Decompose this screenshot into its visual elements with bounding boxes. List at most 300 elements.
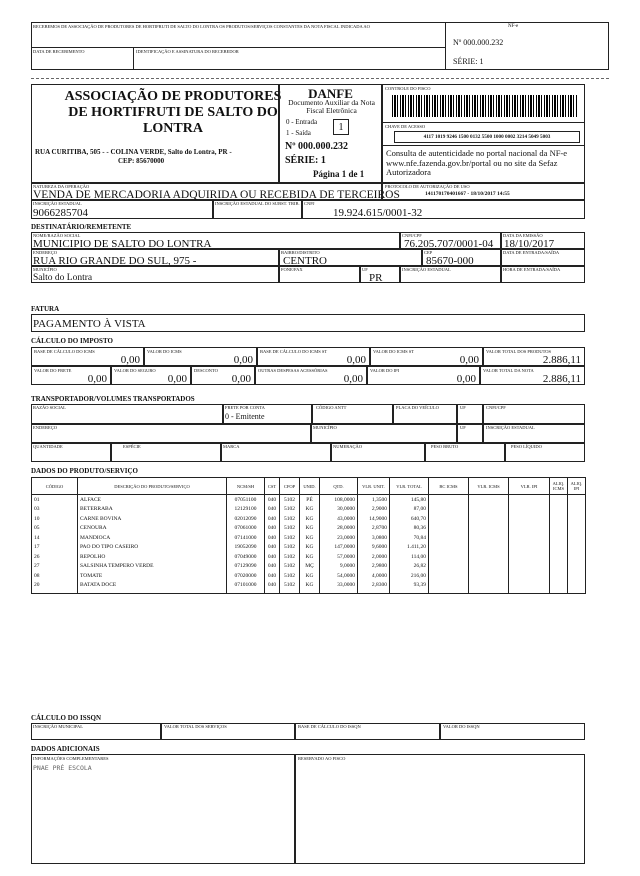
- transp-cnpj-label: CNPJ/CPF: [486, 405, 506, 410]
- canhoto-nfe-label: NF-e: [508, 24, 519, 29]
- table-cell: [568, 571, 586, 581]
- imposto-label: DESCONTO: [194, 368, 218, 373]
- table-cell: ALFACE: [78, 495, 227, 505]
- table-cell: 1,3500: [358, 495, 390, 505]
- table-row: [32, 505, 586, 515]
- table-cell: [429, 552, 469, 562]
- transp-placa-label: PLACA DO VEÍCULO: [396, 405, 439, 410]
- table-cell: 19052090: [227, 543, 265, 553]
- table-cell: 145,80: [390, 495, 429, 505]
- table-cell: 14,9000: [358, 514, 390, 524]
- ie-valor: 9066285704: [33, 207, 88, 219]
- table-cell: [429, 524, 469, 534]
- transp-uf2-label: UF: [460, 425, 466, 430]
- chave-acesso: 4117 1019 9246 1500 0132 5500 1000 0002 3214 5049 5003: [394, 131, 580, 143]
- table-cell: [469, 524, 509, 534]
- dest-hora-label: HORA DE ENTRADA/SAÍDA: [503, 267, 561, 272]
- table-row: [32, 514, 586, 524]
- dest-emissao-label: DATA DA EMISSÃO: [503, 233, 543, 238]
- table-cell: [550, 543, 568, 553]
- transp-frete: 0 - Emitente: [225, 412, 265, 421]
- table-cell: 5102: [280, 505, 300, 515]
- table-cell: [509, 533, 550, 543]
- info-complementares: PNAE PRÉ ESCOLA: [33, 764, 92, 772]
- table-cell: [550, 552, 568, 562]
- imposto-value: 0,00: [167, 373, 187, 385]
- dest-bairro: CENTRO: [283, 255, 327, 267]
- produtos-table: [31, 477, 586, 594]
- imposto-value: 0,00: [343, 373, 363, 385]
- danfe-pagina: Página 1 de 1: [313, 169, 365, 179]
- protocolo-valor: 141170170401667 - 18/10/2017 14:55: [425, 191, 510, 197]
- table-cell: 54,0000: [320, 571, 358, 581]
- table-cell: [469, 552, 509, 562]
- danfe-numero: Nº 000.000.232: [285, 141, 349, 152]
- issqn-total-label: VALOR TOTAL DOS SERVIÇOS: [164, 724, 227, 729]
- dest-fone-label: FONE/FAX: [281, 267, 303, 272]
- table-cell: KG: [300, 543, 320, 553]
- table-cell: [300, 590, 320, 594]
- table-cell: 23,0000: [320, 533, 358, 543]
- table-cell: 9,6000: [358, 543, 390, 553]
- table-cell: 28,0000: [320, 524, 358, 534]
- protocolo-label: PROTOCOLO DE AUTORIZAÇÃO DE USO: [385, 184, 470, 189]
- produtos-section: DADOS DO PRODUTO/SERVIÇO: [31, 467, 138, 475]
- table-cell: 640,70: [390, 514, 429, 524]
- dest-uf: PR: [369, 272, 383, 284]
- imposto-cell: [191, 366, 255, 385]
- table-cell: [429, 543, 469, 553]
- table-cell: [227, 590, 265, 594]
- transp-numeracao-label: NUMERAÇÃO: [333, 444, 363, 449]
- table-cell: 07101000: [227, 581, 265, 591]
- table-cell: 87,00: [390, 505, 429, 515]
- danfe-title: DANFE: [308, 86, 353, 101]
- table-cell: [550, 495, 568, 505]
- reservado-fisco-label: RESERVADO AO FISCO: [298, 756, 346, 761]
- imposto-value: 2.886,11: [542, 354, 581, 366]
- canhoto-numero: Nº 000.000.232: [453, 38, 504, 47]
- column-header: VLR. TOTAL: [390, 478, 429, 495]
- table-cell: MANDIOCA: [78, 533, 227, 543]
- table-cell: [509, 505, 550, 515]
- table-cell: [429, 495, 469, 505]
- imposto-label: VALOR DO IPI: [370, 368, 400, 373]
- table-cell: 10: [32, 514, 78, 524]
- imposto-label: BASE DE CÁLCULO DO ICMS ST: [260, 349, 328, 354]
- table-cell: 5102: [280, 543, 300, 553]
- table-cell: 040: [265, 562, 280, 572]
- dest-municipio-label: MUNICÍPIO: [33, 267, 57, 272]
- table-cell: CARNE BOVINA: [78, 514, 227, 524]
- table-cell: 07129090: [227, 562, 265, 572]
- table-cell: 5102: [280, 533, 300, 543]
- table-cell: 040: [265, 552, 280, 562]
- imposto-cell: [480, 366, 585, 385]
- imposto-cell: [257, 347, 370, 366]
- table-cell: 1.411,20: [390, 543, 429, 553]
- table-cell: [429, 590, 469, 594]
- table-cell: 07020000: [227, 571, 265, 581]
- column-header: DESCRIÇÃO DO PRODUTO/SERVIÇO: [78, 478, 227, 495]
- table-cell: 07141000: [227, 533, 265, 543]
- table-cell: [509, 543, 550, 553]
- table-cell: 07061000: [227, 524, 265, 534]
- imposto-cell: [31, 347, 144, 366]
- dest-nome-label: NOME/RAZÃO SOCIAL: [33, 233, 81, 238]
- column-header: CÓDIGO: [32, 478, 78, 495]
- table-cell: [469, 581, 509, 591]
- table-cell: [429, 514, 469, 524]
- imposto-label: VALOR DO FRETE: [34, 368, 72, 373]
- table-cell: [32, 590, 78, 594]
- table-cell: 040: [265, 571, 280, 581]
- table-cell: [429, 571, 469, 581]
- table-cell: [358, 590, 390, 594]
- table-cell: KG: [300, 533, 320, 543]
- table-cell: [469, 543, 509, 553]
- imposto-cell: [255, 366, 367, 385]
- table-cell: [469, 571, 509, 581]
- table-cell: [509, 524, 550, 534]
- column-header: UNID.: [300, 478, 320, 495]
- table-cell: BATATA DOCE: [78, 581, 227, 591]
- table-cell: 3,0800: [358, 533, 390, 543]
- imposto-cell: [370, 347, 483, 366]
- table-cell: KG: [300, 524, 320, 534]
- table-cell: KG: [300, 552, 320, 562]
- table-cell: 5102: [280, 562, 300, 572]
- issqn-valor-label: VALOR DO ISSQN: [443, 724, 480, 729]
- table-cell: [568, 543, 586, 553]
- fatura-section: FATURA: [31, 305, 60, 313]
- table-cell: 9,0000: [320, 562, 358, 572]
- transp-antt-label: CÓDIGO ANTT: [316, 405, 347, 410]
- issqn-inscricao-label: INSCRIÇÃO MUNICIPAL: [33, 724, 83, 729]
- emitente-cep: CEP: 85670000: [118, 157, 165, 165]
- imposto-label: VALOR TOTAL DOS PRODUTOS: [486, 349, 552, 354]
- table-cell: [550, 533, 568, 543]
- table-cell: SALSINHA TEMPERO VERDE: [78, 562, 227, 572]
- table-cell: [469, 533, 509, 543]
- danfe-subtitle: Documento Auxiliar da Nota Fiscal Eletrônica: [288, 98, 375, 115]
- transportador-section: TRANSPORTADOR/VOLUMES TRANSPORTADOS: [31, 395, 195, 403]
- table-cell: 30,0000: [320, 505, 358, 515]
- imposto-value: 2.886,11: [542, 373, 581, 385]
- table-row: [32, 524, 586, 534]
- table-cell: [568, 552, 586, 562]
- column-header: QTD.: [320, 478, 358, 495]
- table-cell: 07051100: [227, 495, 265, 505]
- table-cell: [550, 581, 568, 591]
- table-cell: CENOURA: [78, 524, 227, 534]
- transp-municipio-label: MUNICÍPIO: [313, 425, 337, 430]
- table-cell: [78, 590, 227, 594]
- table-cell: [509, 514, 550, 524]
- imposto-cell: [111, 366, 191, 385]
- info-complementares-label: INFORMAÇÕES COMPLEMENTARES: [33, 756, 109, 761]
- table-cell: 93,39: [390, 581, 429, 591]
- dest-cep: 85670-000: [426, 255, 474, 267]
- table-cell: [469, 514, 509, 524]
- table-cell: [568, 514, 586, 524]
- table-cell: BETERRABA: [78, 505, 227, 515]
- transp-qtd-label: QUANTIDADE: [33, 444, 63, 449]
- table-cell: [568, 524, 586, 534]
- table-row: [32, 552, 586, 562]
- table-cell: [469, 562, 509, 572]
- table-cell: 80,36: [390, 524, 429, 534]
- table-cell: TOMATE: [78, 571, 227, 581]
- table-cell: 01: [32, 495, 78, 505]
- cnpj-valor: 19.924.615/0001-32: [333, 207, 423, 219]
- dest-emissao: 18/10/2017: [504, 238, 555, 250]
- transp-peso-liquido-label: PESO LÍQUIDO: [511, 444, 542, 449]
- fatura-valor: PAGAMENTO À VISTA: [33, 318, 146, 330]
- column-header: CST: [265, 478, 280, 495]
- column-header: VLR. UNIT.: [358, 478, 390, 495]
- imposto-label: VALOR DO ICMS: [147, 349, 182, 354]
- table-cell: 27: [32, 562, 78, 572]
- table-cell: [568, 533, 586, 543]
- transp-especie-label: ESPÉCIE: [123, 444, 141, 449]
- issqn-section: CÁLCULO DO ISSQN: [31, 714, 102, 722]
- column-header: BC ICMS: [429, 478, 469, 495]
- canhoto-serie: SÉRIE: 1: [453, 57, 484, 66]
- table-cell: 5102: [280, 552, 300, 562]
- table-cell: 2,8300: [358, 581, 390, 591]
- transp-uf-label: UF: [460, 405, 466, 410]
- transp-marca-label: MARCA: [223, 444, 240, 449]
- table-row: [32, 533, 586, 543]
- imposto-cell: [367, 366, 480, 385]
- dest-municipio: Salto do Lontra: [33, 273, 93, 283]
- column-header: NCM/SH: [227, 478, 265, 495]
- table-cell: [550, 590, 568, 594]
- table-cell: 12129100: [227, 505, 265, 515]
- table-row-empty: [32, 590, 586, 594]
- table-cell: KG: [300, 581, 320, 591]
- column-header: VLR. IPI: [509, 478, 550, 495]
- canhoto-recebemos: RECEBEMOS DE ASSOCIAÇÃO DE PRODUTORES DE HORTIFRUTI DE SALTO DO LONTRA OS PRODUTOS/SERVIÇOS CONSTANTES DA NOTA FISCAL INDICADA AO: [33, 24, 370, 29]
- controle-fisco-label: CONTROLE DO FISCO: [385, 86, 431, 91]
- table-cell: 040: [265, 514, 280, 524]
- canhoto: [31, 22, 609, 70]
- consulta-text: Consulta de autenticidade no portal nacional da NF-e www.nfe.fazenda.gov.br/portal ou no site da Sefaz Autorizadora: [386, 148, 568, 177]
- transp-razao-label: RAZÃO SOCIAL: [33, 405, 66, 410]
- table-cell: KG: [300, 571, 320, 581]
- danfe-serie: SÉRIE: 1: [285, 155, 326, 166]
- table-cell: [469, 495, 509, 505]
- table-cell: KG: [300, 505, 320, 515]
- table-cell: 108,0000: [320, 495, 358, 505]
- table-cell: 14: [32, 533, 78, 543]
- table-cell: 040: [265, 533, 280, 543]
- table-cell: [429, 533, 469, 543]
- table-cell: 5102: [280, 495, 300, 505]
- destinatario-section: DESTINATÁRIO/REMETENTE: [31, 223, 132, 231]
- dest-entrada-saida-label: DATA DE ENTRADA/SAÍDA: [503, 250, 560, 255]
- transp-peso-bruto-label: PESO BRUTO: [431, 444, 459, 449]
- table-cell: 040: [265, 524, 280, 534]
- table-cell: [509, 590, 550, 594]
- produtos-header-row: [32, 478, 586, 495]
- natureza-valor: VENDA DE MERCADORIA ADQUIRIDA OU RECEBIDA DE TERCEIROS: [33, 189, 400, 201]
- table-cell: [429, 562, 469, 572]
- table-cell: PAO DO TIPO CASEIRO: [78, 543, 227, 553]
- table-cell: 4,0000: [358, 571, 390, 581]
- table-cell: 5102: [280, 524, 300, 534]
- imposto-value: 0,00: [233, 354, 253, 366]
- issqn-base-label: BASE DE CÁLCULO DO ISSQN: [298, 724, 361, 729]
- table-cell: 20: [32, 581, 78, 591]
- table-cell: [429, 505, 469, 515]
- table-cell: 07049000: [227, 552, 265, 562]
- produtos-body: [32, 495, 586, 594]
- imposto-cell: [483, 347, 585, 366]
- adicionais-section: DADOS ADICIONAIS: [31, 745, 100, 753]
- table-cell: [568, 581, 586, 591]
- table-cell: 040: [265, 505, 280, 515]
- table-cell: 114,00: [390, 552, 429, 562]
- imposto-value: 0,00: [87, 373, 107, 385]
- imposto-value: 0,00: [456, 373, 476, 385]
- imposto-value: 0,00: [120, 354, 140, 366]
- table-cell: [550, 571, 568, 581]
- table-cell: 147,0000: [320, 543, 358, 553]
- table-cell: [509, 552, 550, 562]
- emitente-nome: ASSOCIAÇÃO DE PRODUTORES DE HORTIFRUTI DE SALTO DO LONTRA: [64, 89, 282, 136]
- chave-label: CHAVE DE ACESSO: [385, 124, 426, 129]
- table-cell: [550, 505, 568, 515]
- imposto-value: 0,00: [231, 373, 251, 385]
- table-cell: [429, 581, 469, 591]
- column-header: CFOP: [280, 478, 300, 495]
- table-cell: [469, 590, 509, 594]
- table-cell: [568, 505, 586, 515]
- imposto-label: BASE DE CÁLCULO DO ICMS: [34, 349, 95, 354]
- table-cell: 26,82: [390, 562, 429, 572]
- imposto-label: VALOR DO SEGURO: [114, 368, 156, 373]
- table-cell: 2,9800: [358, 562, 390, 572]
- dest-uf-label: UF: [362, 267, 368, 272]
- cut-line: [31, 78, 609, 79]
- table-cell: MÇ: [300, 562, 320, 572]
- column-header: VLR. ICMS: [469, 478, 509, 495]
- table-cell: 17: [32, 543, 78, 553]
- table-row: [32, 571, 586, 581]
- table-cell: 43,0000: [320, 514, 358, 524]
- table-cell: [265, 590, 280, 594]
- imposto-label: VALOR DO ICMS ST: [373, 349, 415, 354]
- data-recebimento-label: DATA DE RECEBIMENTO: [33, 49, 85, 54]
- table-row: [32, 562, 586, 572]
- table-cell: 040: [265, 581, 280, 591]
- danfe-saida: 1 - Saída: [286, 129, 311, 137]
- dest-ie-label: INSCRIÇÃO ESTADUAL: [402, 267, 451, 272]
- table-cell: [550, 514, 568, 524]
- transp-ie-label: INSCRIÇÃO ESTADUAL: [486, 425, 535, 430]
- identificacao-label: IDENTIFICAÇÃO E ASSINATURA DO RECEBEDOR: [136, 49, 239, 54]
- table-cell: [550, 562, 568, 572]
- table-cell: 33,0000: [320, 581, 358, 591]
- table-cell: 02012090: [227, 514, 265, 524]
- table-cell: [509, 571, 550, 581]
- table-cell: [568, 495, 586, 505]
- dest-cep-label: CEP: [424, 250, 433, 255]
- imposto-value: 0,00: [346, 354, 366, 366]
- table-cell: 2,8700: [358, 524, 390, 534]
- table-cell: [509, 581, 550, 591]
- ie-st-label: INSCRIÇÃO ESTADUAL DO SUBST. TRIB.: [215, 201, 300, 206]
- natureza-label: NATUREZA DA OPERAÇÃO: [33, 184, 90, 189]
- dest-endereco-label: ENDEREÇO: [33, 250, 57, 255]
- transp-endereco-label: ENDEREÇO: [33, 425, 57, 430]
- table-cell: 040: [265, 495, 280, 505]
- column-header: ALIQ. ICMS: [550, 478, 568, 495]
- table-cell: 2,0000: [358, 552, 390, 562]
- table-cell: 05: [32, 524, 78, 534]
- table-cell: REPOLHO: [78, 552, 227, 562]
- table-cell: [320, 590, 358, 594]
- imposto-value: 0,00: [459, 354, 479, 366]
- danfe-entrada: 0 - Entrada: [286, 118, 318, 126]
- imposto-cell: [144, 347, 257, 366]
- table-cell: [469, 505, 509, 515]
- table-cell: 5102: [280, 581, 300, 591]
- table-row: [32, 581, 586, 591]
- table-cell: 5102: [280, 571, 300, 581]
- table-cell: KG: [300, 514, 320, 524]
- dest-nome: MUNICIPIO DE SALTO DO LONTRA: [33, 238, 212, 250]
- table-cell: [568, 562, 586, 572]
- column-header: ALIQ. IPI: [568, 478, 586, 495]
- table-cell: 216,00: [390, 571, 429, 581]
- table-cell: 57,0000: [320, 552, 358, 562]
- table-cell: [568, 590, 586, 594]
- dest-cnpj-label: CNPJ/CPF: [402, 233, 422, 238]
- ie-label: INSCRIÇÃO ESTADUAL: [33, 201, 82, 206]
- table-cell: [509, 495, 550, 505]
- table-cell: 03: [32, 505, 78, 515]
- emitente-endereco: RUA CURITIBA, 505 - - COLINA VERDE, Salto do Lontra, PR -: [35, 148, 232, 156]
- dest-bairro-label: BAIRRO/DISTRITO: [281, 250, 320, 255]
- table-cell: [280, 590, 300, 594]
- table-cell: 2,9000: [358, 505, 390, 515]
- imposto-label: OUTRAS DESPESAS ACESSÓRIAS: [258, 368, 328, 373]
- table-cell: [390, 590, 429, 594]
- table-cell: PÉ: [300, 495, 320, 505]
- table-cell: 26: [32, 552, 78, 562]
- table-cell: [550, 524, 568, 534]
- table-cell: 70,84: [390, 533, 429, 543]
- table-row: [32, 495, 586, 505]
- danfe-tipo: 1: [333, 119, 349, 135]
- barcode: [392, 95, 578, 117]
- table-cell: 040: [265, 543, 280, 553]
- table-cell: 08: [32, 571, 78, 581]
- table-cell: [509, 562, 550, 572]
- dest-cnpj: 76.205.707/0001-04: [404, 238, 494, 250]
- imposto-cell: [31, 366, 111, 385]
- transp-frete-label: FRETE POR CONTA: [225, 405, 265, 410]
- table-row: [32, 543, 586, 553]
- table-cell: 5102: [280, 514, 300, 524]
- imposto-label: VALOR TOTAL DA NOTA: [483, 368, 534, 373]
- imposto-section: CÁLCULO DO IMPOSTO: [31, 337, 113, 345]
- cnpj-label: CNPJ: [304, 201, 315, 206]
- dest-endereco: RUA RIO GRANDE DO SUL, 975 -: [33, 255, 197, 267]
